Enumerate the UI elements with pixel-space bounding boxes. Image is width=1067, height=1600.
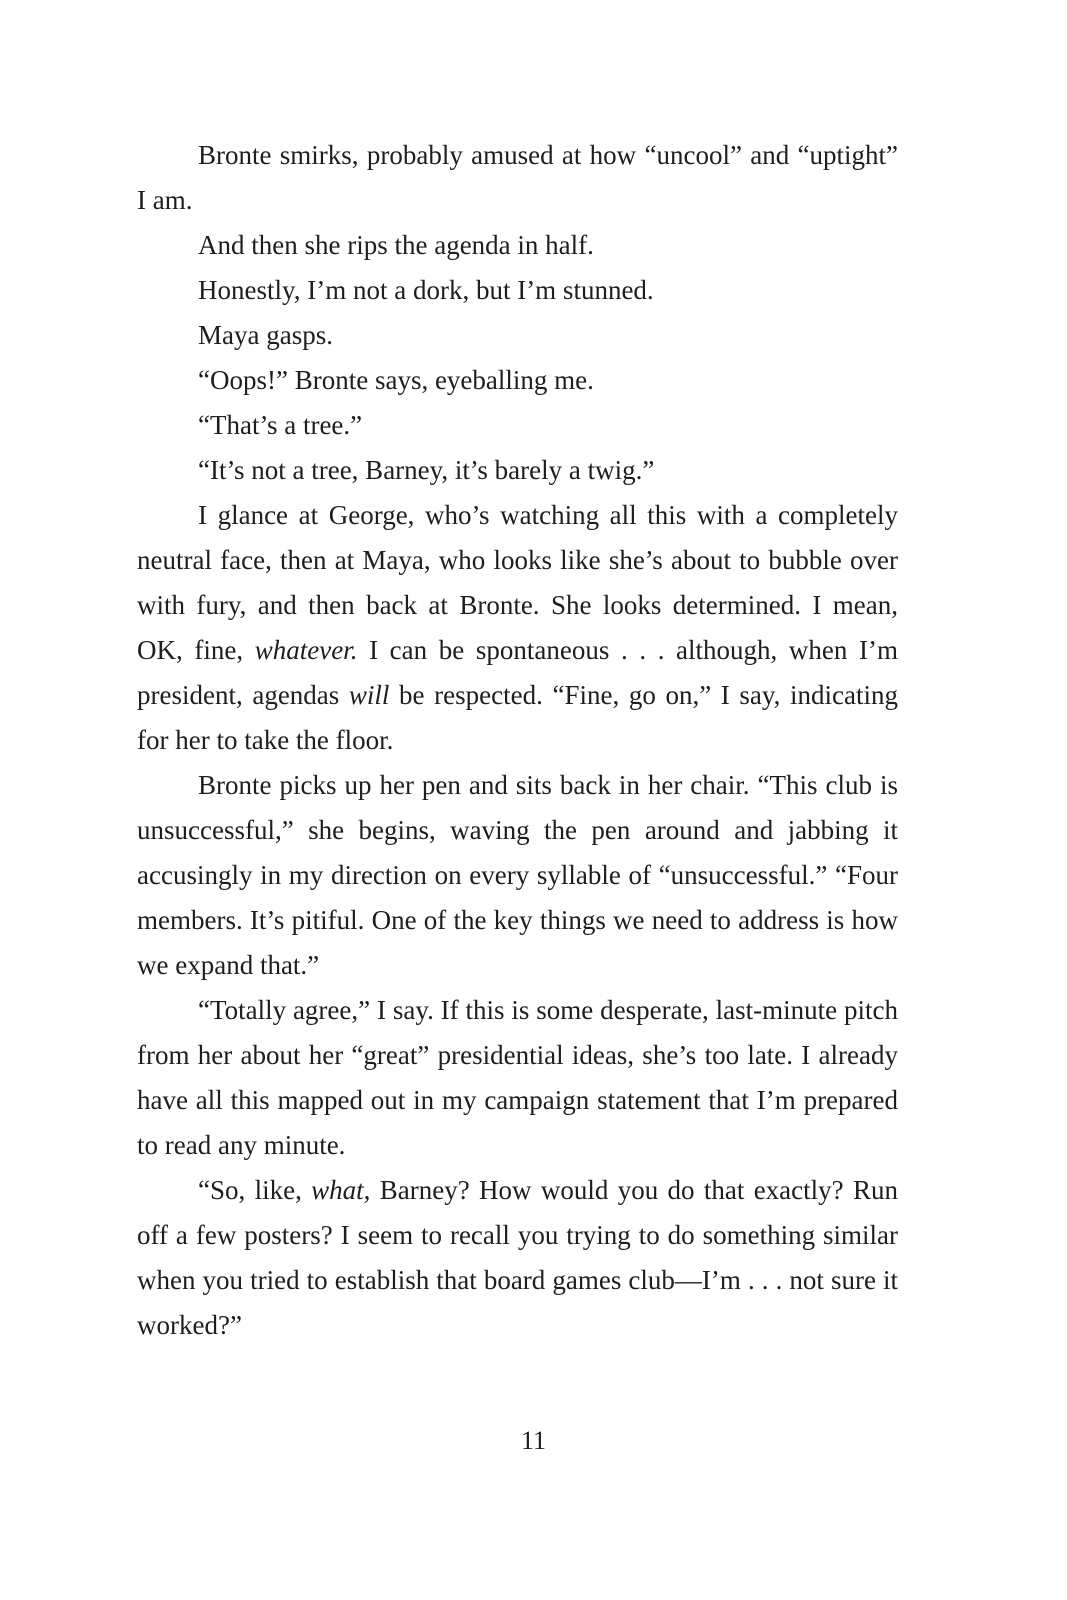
body-text bbox=[137, 133, 898, 1348]
text-run: “That’s a tree.” bbox=[198, 410, 363, 440]
paragraph bbox=[137, 268, 898, 313]
text-run: Honestly, I’m not a dork, but I’m stunned. bbox=[198, 275, 654, 305]
paragraph bbox=[137, 133, 898, 223]
text-run: Barney? How would you do that exactly? Run off a few posters? I seem to recall you trying to do something similar when you tried to establish that board games club—I’m . . . not sure it worked?” bbox=[137, 1175, 898, 1340]
paragraph bbox=[137, 763, 898, 988]
paragraph bbox=[137, 223, 898, 268]
paragraph bbox=[137, 988, 898, 1168]
text-run: Bronte smirks, probably amused at how “uncool” and “uptight” I am. bbox=[137, 140, 898, 215]
text-run: “Oops!” Bronte says, eyeballing me. bbox=[198, 365, 594, 395]
italic-text-run: what, bbox=[311, 1175, 371, 1205]
text-run: I glance at George, who’s watching all this with a completely neutral face, then at Maya, who looks like she’s about to bubble over with fury, and then back at Bronte. She looks determined. I mean, OK, fine, bbox=[137, 500, 898, 665]
text-run: be respected. “Fine, go on,” I say, indicating for her to take the floor. bbox=[137, 680, 898, 755]
paragraph bbox=[137, 493, 898, 763]
text-run: And then she rips the agenda in half. bbox=[198, 230, 594, 260]
page-number: 11 bbox=[520, 1426, 547, 1455]
paragraph bbox=[137, 313, 898, 358]
paragraph bbox=[137, 448, 898, 493]
text-run: Bronte picks up her pen and sits back in her chair. “This club is unsuccessful,” she begins, waving the pen around and jabbing it accusingly in my direction on every syllable of “unsuccessful.” “Four members. It’s pitiful. One of the key things we need to address is how we expand that.” bbox=[137, 770, 898, 980]
text-run: Maya gasps. bbox=[198, 320, 333, 350]
paragraph bbox=[137, 1168, 898, 1348]
text-run: “It’s not a tree, Barney, it’s barely a twig.” bbox=[198, 455, 655, 485]
italic-text-run: whatever. bbox=[254, 635, 358, 665]
text-run: “Totally agree,” I say. If this is some desperate, last-minute pitch from her about her “great” presidential ideas, she’s too late. I already have all this mapped out in my campaign statement that I’m prepared to read any minute. bbox=[137, 995, 898, 1160]
paragraph bbox=[137, 403, 898, 448]
paragraph bbox=[137, 358, 898, 403]
text-run: I can be spontaneous . . . although, when I’m president, agendas bbox=[137, 635, 898, 710]
text-run: “So, like, bbox=[198, 1175, 312, 1205]
italic-text-run: will bbox=[348, 680, 390, 710]
